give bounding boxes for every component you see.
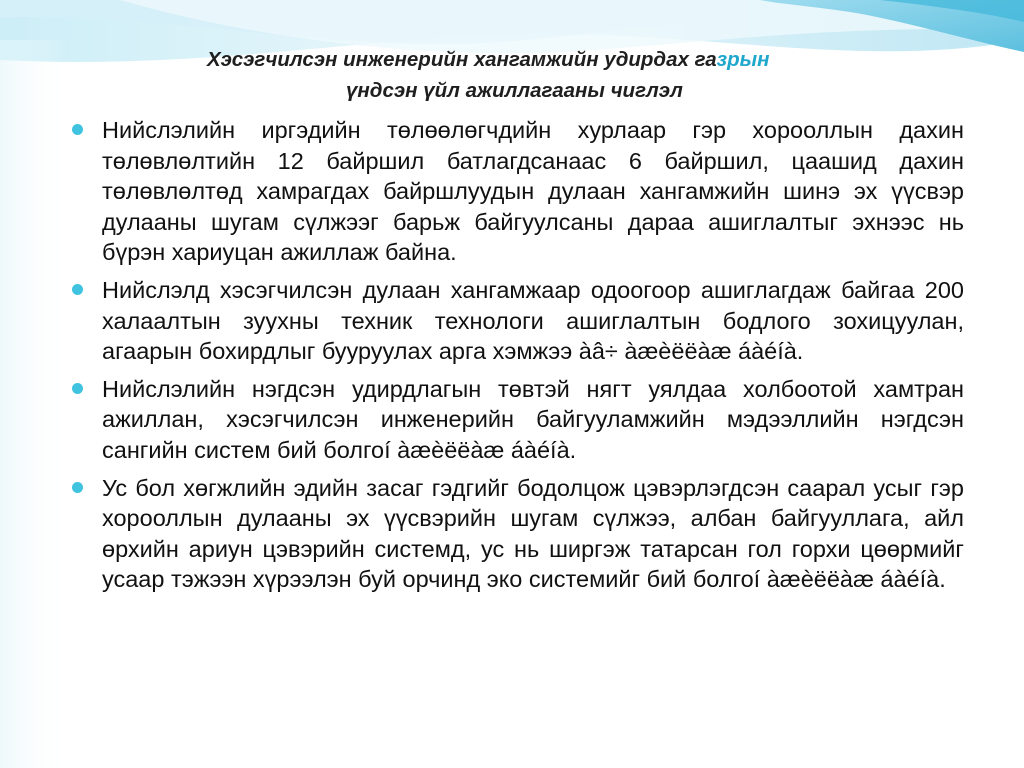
bullet-dot-icon [72,124,83,135]
title-line-1 [207,46,770,74]
bullet-text-2: Нийслэлд хэсэгчилсэн дулаан хангамжаар одоогоор ашиглагдаж байгаа 200 халаалтын зуухны техник технологи ашиглалтын бодлого зохицуулан, агаарын бохирдлыг бууруулах арга хэмжээ àâ÷ àæèëëàæ áàéíà. [102,276,964,365]
bullet-item-4 [72,473,964,595]
title-line-1-accent: зрын [716,48,770,71]
title-line-1-main: Хэсэгчилсэн инженерийн хангамжийн удирдах га [207,48,717,71]
title-line-2: үндсэн үйл ажиллагааны чиглэл [346,79,683,102]
bullet-item-3 [72,374,964,466]
bullet-text-3: Нийслэлийн нэгдсэн удирдлагын төвтэй нягт уялдаа холбоотой хамтран ажиллан, хэсэгчилсэн инженерийн байгууламжийн мэдээллийн нэгдсэн сангийн систем бий болгоí àæèëëàæ áàéíà. [102,375,964,463]
bullet-item-1 [72,115,964,268]
bullet-dot-icon [72,383,83,394]
wave-left-edge [0,40,70,768]
bullet-dot-icon [72,284,83,295]
bullet-text-1: Нийслэлийн иргэдийн төлөөлөгчдийн хурлаар гэр хорооллын дахин төлөвлөлтийн 12 байршил батлагдсанаас 6 байршил, цаашид дахин төлөвлөлтөд хамрагдах байршлуудын дулаан хангамжийн шинэ эх үүсвэр дулааны шугам сүлжээг барьж байгуулсаны дараа ашиглалтыг эхнээс нь бүрэн хариуцан ажиллаж байна. [102,117,964,266]
bullet-dot-icon [72,482,83,493]
bullet-text-4: Ус бол хөгжлийн эдийн засаг гэдгийг бодолцож цэвэрлэгдсэн саарал усыг гэр хорооллын дулааны эх үүсвэрийн шугам сүлжээ, албан байгууллага, айл өрхийн ариун цэвэрийн системд, ус нь ширгэж татарсан гол горхи цөөрмийг усаар тэжээн хүрээлэн буй орчинд эко системийг бий болгоí àæèëëàæ áàéíà. [102,474,964,593]
bullet-item-2 [72,275,964,367]
bullet-list [72,115,964,602]
